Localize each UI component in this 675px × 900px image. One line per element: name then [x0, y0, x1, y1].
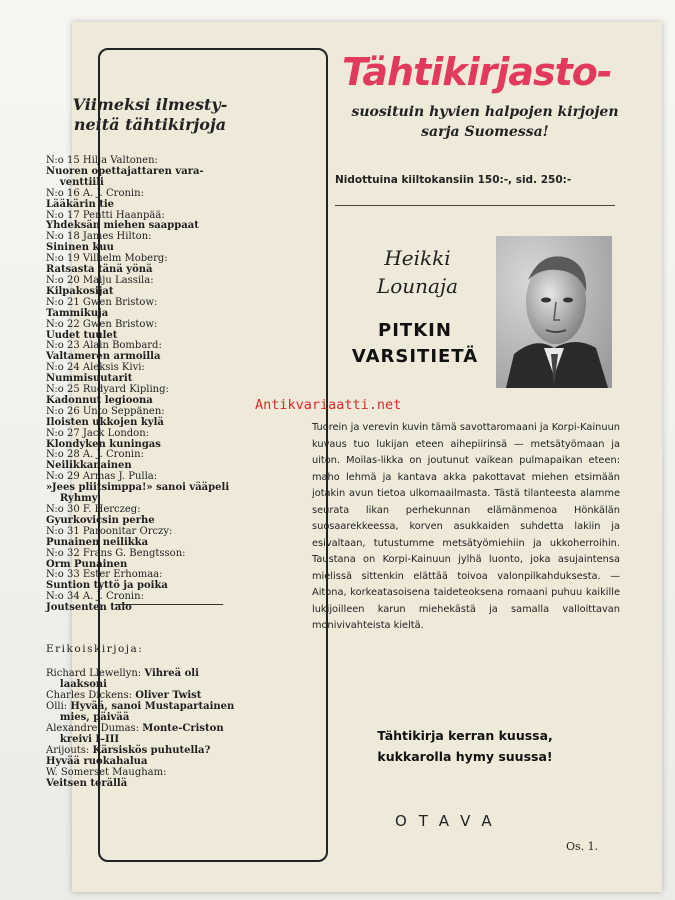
book-number-author: N:o 19 Vilhelm Moberg: [46, 253, 168, 265]
special-book-title: Hyvää, sanoi Mustapartainen mies, päivää [59, 701, 235, 723]
series-brand: Tähtikirjasto- [342, 50, 612, 94]
book-number-author: N:o 31 Paroonitar Orczy: [46, 525, 173, 537]
latest-books-heading [52, 95, 248, 135]
list-divider [115, 604, 223, 605]
book-list-item [46, 156, 256, 189]
book-number-author: N:o 29 Armas J. Pulla: [46, 471, 158, 483]
series-tagline [330, 102, 640, 142]
book-number-author: N:o 15 Hilja Valtonen: [46, 155, 158, 166]
book-number-author: N:o 18 James Hilton: [46, 231, 152, 243]
book-title: »Jees pliitsimppa!» sanoi vääpeli Ryhmy [46, 482, 230, 505]
book-number-author: N:o 28 A. J. Cronin: [46, 449, 144, 461]
special-book-author: Charles Dickens: [46, 690, 136, 701]
special-book-item [46, 701, 261, 723]
book-number-author: N:o 20 Maiju Lassila: [46, 274, 154, 286]
book-number-author: N:o 16 A. J. Cronin: [46, 187, 144, 199]
special-book-title: Kärsiskös puhutella? Hyvää ruokahalua [46, 745, 211, 767]
book-number-author: N:o 34 A. J. Cronin: [46, 591, 144, 603]
special-book-author: Richard Llewellyn: [46, 668, 145, 679]
book-list-item [46, 385, 256, 407]
book-list-item [46, 450, 256, 472]
book-title: Neilikkanainen [46, 460, 132, 472]
book-title: Klondyken kuningas [46, 438, 161, 450]
book-list-item [46, 276, 256, 298]
special-book-item [46, 767, 261, 789]
header-divider [335, 205, 615, 206]
series-code: Os. 1. [566, 840, 599, 853]
book-list-item [46, 407, 256, 429]
special-book-author: Arijouts: [46, 745, 93, 756]
title-line-2: VARSITIETÄ [351, 346, 479, 367]
special-book-item [46, 723, 261, 745]
author-name [350, 244, 485, 300]
author-first-name: Heikki [384, 246, 451, 270]
price-line: Nidottuina kiiltokansiin 150:-, sid. 250:- [335, 174, 572, 186]
book-title: Gyurkovicsin perhe [46, 514, 155, 526]
special-book-title: Oliver Twist [135, 690, 202, 701]
heading-line-1: Viimeksi ilmesty- [72, 95, 228, 114]
book-list-item [46, 232, 256, 254]
book-title: Uudet tuulet [46, 329, 118, 341]
special-book-title: Veitsen terällä [46, 778, 128, 789]
watermark-text: Antikvariaatti.net [255, 397, 402, 413]
book-title: Yhdeksän miehen saappaat [46, 220, 199, 232]
special-book-author: Olli: [46, 701, 71, 712]
book-list-item [46, 570, 256, 592]
publisher-name: OTAVA [395, 812, 504, 830]
book-title: Lääkärin tie [46, 198, 114, 210]
book-title: Orm Punainen [46, 558, 128, 570]
special-book-title: Vihreä oli laaksoni [59, 668, 199, 690]
book-number-author: N:o 33 Ester Erhomaa: [46, 569, 163, 581]
book-list-item [46, 254, 256, 276]
book-number-author: N:o 17 Pentti Haanpää: [46, 209, 165, 221]
book-number-author: N:o 32 Frans G. Bengtsson: [46, 547, 186, 559]
book-number-author: N:o 27 Jack London: [46, 427, 150, 439]
book-list-item [46, 429, 256, 451]
slogan-line-2: kukkarolla hymy suussa! [377, 749, 553, 764]
special-book-author: Alexandre Dumas: [46, 723, 143, 734]
book-list-item [46, 298, 256, 320]
book-number-author: N:o 30 F. Herczeg: [46, 504, 141, 515]
book-title: Nummisuutarit [46, 373, 133, 385]
book-number-author: N:o 23 Alain Bombard: [46, 340, 162, 352]
book-list-item [46, 211, 256, 233]
special-book-title: Monte-Criston kreivi I–III [59, 723, 224, 745]
book-list-item [46, 189, 256, 211]
slogan [340, 725, 590, 767]
book-title: Nuoren opettajattaren vara- venttiili [46, 165, 204, 188]
title-line-1: PITKIN [378, 320, 452, 341]
book-title: Joutsenten talo [46, 602, 132, 614]
book-number-author: N:o 22 Gwen Bristow: [46, 318, 158, 330]
book-title [340, 318, 490, 370]
book-title: Punainen neilikka [46, 536, 149, 548]
book-list-item [46, 549, 256, 571]
book-list-item [46, 320, 256, 342]
book-title: Iloisten ukkojen kylä [46, 416, 164, 428]
special-book-item [46, 745, 261, 767]
special-book-item [46, 690, 261, 701]
book-number-author: N:o 26 Unto Seppänen: [46, 405, 165, 417]
special-books-list [46, 668, 261, 789]
special-book-author: W. Somerset Maugham: [46, 767, 167, 778]
book-title: Suntion tyttö ja poika [46, 580, 168, 592]
special-books-heading: Erikoiskirjoja: [46, 643, 144, 655]
book-description: Tuorein ja verevin kuvin tämä savottaromaani ja Korpi-Kainuun kuvaus tuo lukijan eteen aihepiirinsä — metsätyömaan ja uiton. Moilas-likka on joutunut vaikean pulmapaikan eteen: maho lehmä ja kantava akka pakottavat miehen etsimään jotakin avun tietoa ulkomaailmasta. Tästä tilanteesta alamme seurata likan perhekunnan elämänmenoa Hönkälän suosaarekkeessa, korven asukkaiden suhdetta lakiin ja esivaltaan, tutustumme metsätyömiehiin ja ukkoherroihin. Taustana on Korpi-Kainuun jylhä luonto, joka asujaintensa mielissä sittenkin elättää toivoa valonpilkahduksesta. — Aitona, korkeatasoisena taideteoksena romaani puhuu kaikille lukijoilleen karun miehekästä ja samalla valloittavan monivivahteista kieltä. [312, 422, 620, 631]
book-title: Ratsasta tänä yönä [46, 264, 153, 276]
special-book-item [46, 668, 261, 690]
tagline-line-1: suosituin hyvien halpojen kirjojen [351, 104, 619, 120]
book-number-author: N:o 24 Aleksis Kivi: [46, 362, 145, 374]
portrait-illustration [496, 236, 612, 388]
book-list-item [46, 527, 256, 549]
book-title: Valtameren armoilla [46, 351, 161, 363]
author-last-name: Lounaja [376, 274, 459, 298]
book-title: Tammikuja [46, 307, 109, 319]
book-list-item [46, 472, 256, 505]
tagline-line-2: sarja Suomessa! [421, 124, 549, 140]
book-title: Sininen kuu [46, 242, 114, 254]
book-title: Kadonnut legioona [46, 394, 153, 406]
book-list-item [46, 341, 256, 363]
book-number-author: N:o 25 Rudyard Kipling: [46, 384, 169, 396]
book-list-item [46, 363, 256, 385]
heading-line-2: neitä tähtikirjoja [73, 115, 227, 134]
book-number-author: N:o 21 Gwen Bristow: [46, 296, 158, 308]
book-title: Kilpakosijat [46, 285, 114, 297]
slogan-line-1: Tähtikirja kerran kuussa, [377, 728, 553, 743]
book-list-item [46, 505, 256, 527]
author-portrait-photo [496, 236, 612, 388]
book-list [46, 156, 256, 614]
